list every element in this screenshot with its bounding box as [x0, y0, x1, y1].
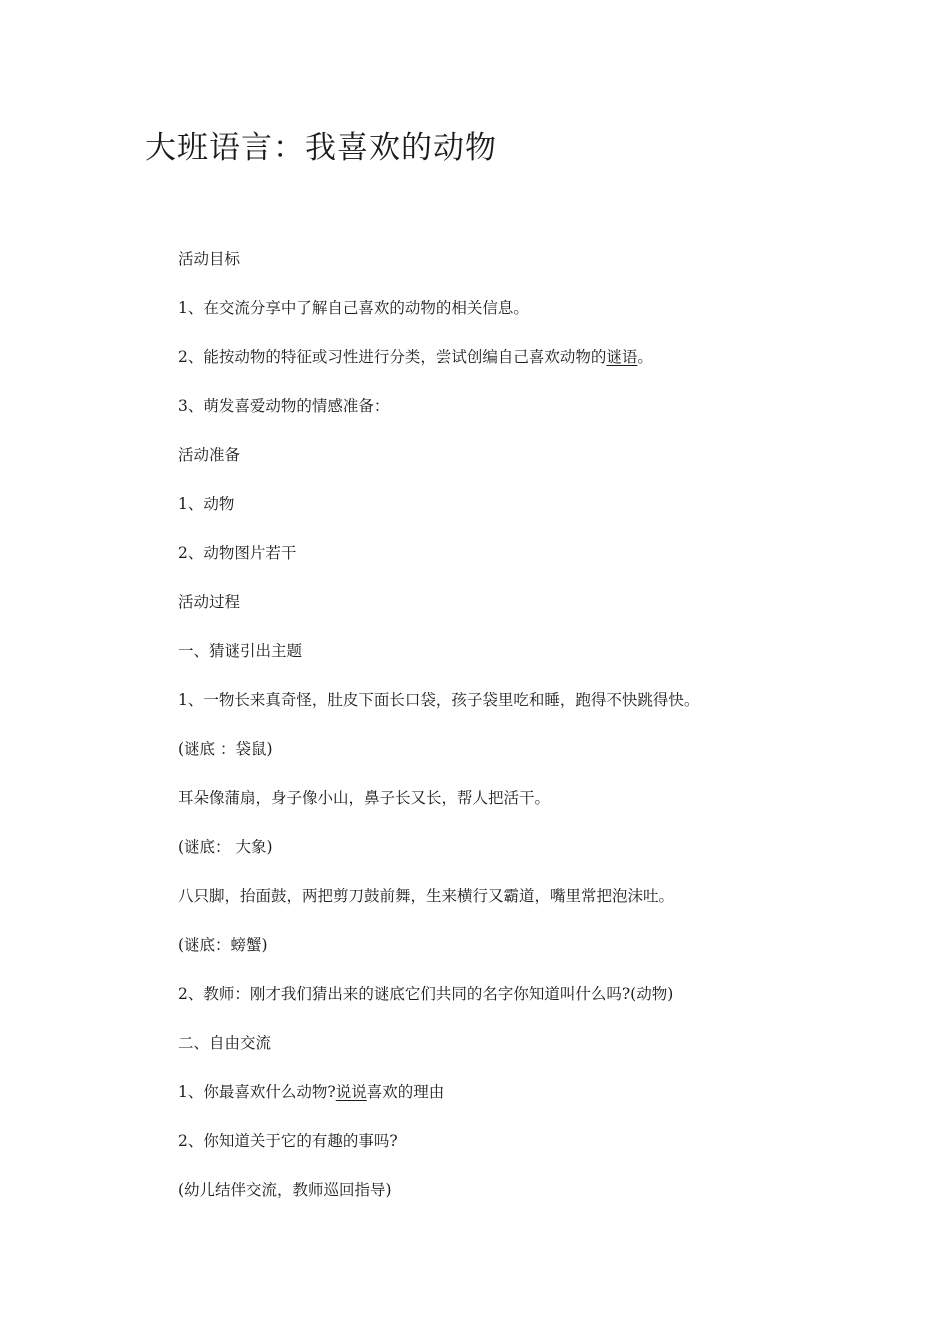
- teacher-question: 2、教师：刚才我们猜出来的谜底它们共同的名字你知道叫什么吗?(动物): [178, 985, 674, 1003]
- riddle-3: 八只脚，抬面鼓，两把剪刀鼓前舞，生来横行又霸道，嘴里常把泡沫吐。: [178, 887, 675, 905]
- section-heading-process: 活动过程: [178, 593, 241, 611]
- step-heading-1: 一、猜谜引出主题: [178, 642, 303, 660]
- section-heading-preparation: 活动准备: [178, 446, 241, 464]
- riddle-1: 1、一物长来真奇怪，肚皮下面长口袋，孩子袋里吃和睡，跑得不快跳得快。: [178, 691, 700, 709]
- riddle-3-answer: (谜底：螃蟹): [178, 936, 268, 954]
- goal-item-2-text: 2、能按动物的特征或习性进行分类，尝试创编自己喜欢动物的: [178, 348, 607, 366]
- preparation-item-1: 1、动物: [178, 495, 235, 513]
- discussion-note: (幼儿结伴交流，教师巡回指导): [178, 1181, 392, 1199]
- riddle-2: 耳朵像蒲扇，身子像小山，鼻子长又长，帮人把活干。: [178, 789, 551, 807]
- goal-item-2: [178, 342, 898, 391]
- goal-item-3: 3、萌发喜爱动物的情感准备：: [178, 397, 390, 415]
- discussion-item-1-end: 喜欢的理由: [366, 1083, 445, 1101]
- document-title: 大班语言：我喜欢的动物: [145, 130, 497, 166]
- riddle-link[interactable]: 谜语: [606, 348, 638, 366]
- section-heading-goals: 活动目标: [178, 250, 241, 268]
- goal-item-2-end: 。: [637, 348, 653, 366]
- discussion-item-1: [178, 1077, 898, 1126]
- preparation-item-2: 2、动物图片若干: [178, 544, 297, 562]
- goal-item-1: 1、在交流分享中了解自己喜欢的动物的相关信息。: [178, 299, 529, 317]
- document-body: [178, 244, 898, 1224]
- say-link[interactable]: 说说: [335, 1083, 367, 1101]
- riddle-1-answer: (谜底 ：袋鼠): [178, 740, 273, 758]
- discussion-item-1-text: 1、你最喜欢什么动物?: [178, 1083, 336, 1101]
- step-heading-2: 二、自由交流: [178, 1034, 272, 1052]
- riddle-2-answer: (谜底： 大象): [178, 838, 273, 856]
- discussion-item-2: 2、你知道关于它的有趣的事吗?: [178, 1132, 398, 1150]
